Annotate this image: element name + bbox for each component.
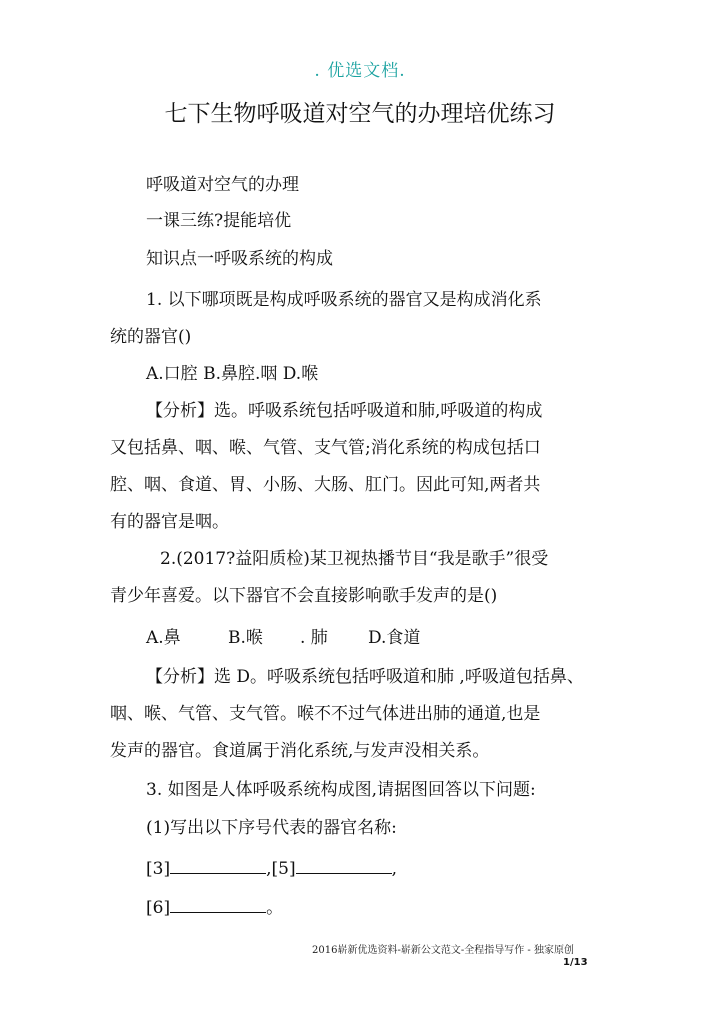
- fill-line-2: [146, 896, 283, 918]
- analysis-1-cont: 腔、咽、食道、胃、小肠、大肠、肛门。因此可知,两者共: [110, 475, 541, 495]
- analysis-2-cont: 发声的器官。食道属于消化系统,与发声没相关系。: [110, 741, 490, 761]
- subheading: 一课三练?提能培优: [146, 211, 292, 231]
- option-c: . 肺: [300, 628, 328, 648]
- question-1: 1. 以下哪项既是构成呼吸系统的器官又是构成消化系: [146, 290, 542, 310]
- analysis-1-cont: 有的器官是咽。: [110, 512, 229, 532]
- answer-blank-3[interactable]: [170, 857, 266, 874]
- blank-label-6: [6]: [146, 898, 171, 918]
- fill-line-1: [146, 857, 397, 879]
- analysis-2: 【分析】选 D。呼吸系统包括呼吸道和肺 ,呼吸道包括鼻、: [146, 667, 584, 687]
- question-3: 3. 如图是人体呼吸系统构成图,请据图回答以下问题:: [146, 780, 536, 800]
- header-tag: . 优选文档.: [314, 61, 406, 81]
- footer-note: 2016崭新优选资料-崭新公文范文-全程指导写作 - 独家原创: [312, 945, 574, 956]
- option-d: D.食道: [368, 628, 421, 648]
- period: 。: [266, 898, 284, 918]
- question-2: 2.(2017?益阳质检)某卫视热播节目“我是歌手”很受: [160, 549, 549, 569]
- page-title: 七下生物呼吸道对空气的办理培优练习: [164, 101, 556, 127]
- analysis-1-cont: 又包括鼻、咽、喉、气管、支气管;消化系统的构成包括口: [110, 438, 541, 458]
- blank-label-3: [3]: [146, 859, 171, 879]
- blank-label-5: [5]: [271, 859, 296, 879]
- section-heading: 呼吸道对空气的办理: [146, 175, 299, 195]
- answer-blank-5[interactable]: [296, 857, 392, 874]
- question-1-cont: 统的器官(): [110, 327, 192, 347]
- knowledge-point: 知识点一呼吸系统的构成: [146, 249, 333, 269]
- analysis-2-cont: 咽、喉、气管、支气管。喉不不过气体进出肺的通道,也是: [110, 704, 541, 724]
- analysis-1: 【分析】选。呼吸系统包括呼吸道和肺,呼吸道的构成: [146, 401, 543, 421]
- page-number: 1/13: [563, 957, 588, 968]
- answer-blank-6[interactable]: [170, 896, 266, 913]
- option-a: A.鼻: [146, 628, 181, 648]
- comma: ,: [391, 859, 397, 879]
- option-b: B.喉: [228, 628, 263, 648]
- comma: ,: [266, 859, 272, 879]
- question-3-part-1: (1)写出以下序号代表的器官名称:: [146, 818, 397, 838]
- question-1-options: A.口腔 B.鼻腔.咽 D.喉: [146, 364, 319, 384]
- question-2-cont: 青少年喜爱。以下器官不会直接影响歌手发声的是(): [110, 586, 498, 606]
